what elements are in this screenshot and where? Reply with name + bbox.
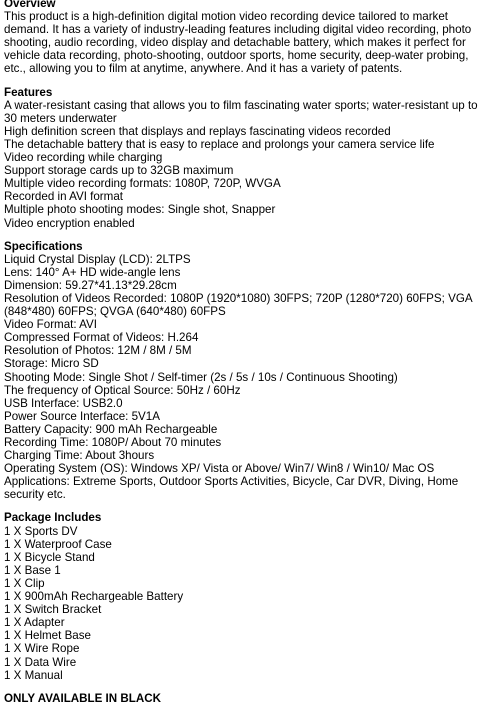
- spec-item: Shooting Mode: Single Shot / Self-timer (2s / 5s / 10s / Continuous Shooting): [4, 370, 398, 384]
- feature-item: Video encryption enabled: [4, 216, 135, 230]
- spec-item: Dimension: 59.27*41.13*29.28cm: [4, 278, 177, 292]
- feature-item: High definition screen that displays and replays fascinating videos recorded: [4, 124, 391, 138]
- features-list: [4, 99, 493, 230]
- spec-item: Storage: Micro SD: [4, 357, 99, 371]
- package-heading: Package Includes: [4, 511, 102, 525]
- color-availability-notice: ONLY AVAILABLE IN BLACK: [4, 691, 161, 705]
- spec-item: Resolution of Photos: 12M / 8M / 5M: [4, 344, 192, 358]
- feature-item: Video recording while charging: [4, 151, 163, 165]
- spec-item: Lens: 140° A+ HD wide-angle lens: [4, 265, 181, 279]
- section-gap: [4, 682, 493, 692]
- overview-text: This product is a high-definition digital motion video recording device tailored to market demand. It has a variety of industry-leading features including digital video recording, photo shooting, audio recording, video display and detachable battery, which makes it perfect for vehicle data recording, photo-shooting, outdoor sports, home security, deep-water probing, etc., allowing you to film at anytime, anywhere. And it has a variety of patents.: [4, 10, 472, 76]
- spec-item: Compressed Format of Videos: H.264: [4, 331, 199, 345]
- feature-item: The detachable battery that is easy to replace and prolongs your camera service life: [4, 137, 435, 151]
- spec-item: Liquid Crystal Display (LCD): 2LTPS: [4, 252, 191, 266]
- spec-item: Video Format: AVI: [4, 318, 98, 332]
- section-gap: [4, 230, 493, 240]
- specifications-list: [4, 253, 493, 502]
- package-item: 1 X Wire Rope: [4, 642, 80, 656]
- spec-item: Operating System (OS): Windows XP/ Vista or Above/ Win7/ Win8 / Win10/ Mac OS: [4, 462, 435, 476]
- package-item: 1 X Base 1: [4, 563, 61, 577]
- section-gap: [4, 76, 493, 86]
- spec-item: The frequency of Optical Source: 50Hz / 60Hz: [4, 383, 241, 397]
- package-item: 1 X Bicycle Stand: [4, 550, 95, 564]
- package-item: 1 X Sports DV: [4, 524, 78, 538]
- spec-item: Applications: Extreme Sports, Outdoor Sports Activities, Bicycle, Car DVR, Diving, Home security etc.: [4, 475, 459, 502]
- package-list: [4, 525, 493, 682]
- features-heading: Features: [4, 85, 53, 99]
- specifications-heading: Specifications: [4, 239, 83, 253]
- spec-item: USB Interface: USB2.0: [4, 396, 123, 410]
- package-item: 1 X Waterproof Case: [4, 537, 112, 551]
- feature-item: Multiple photo shooting modes: Single shot, Snapper: [4, 203, 276, 217]
- feature-item: Support storage cards up to 32GB maximum: [4, 164, 234, 178]
- spec-item: Battery Capacity: 900 mAh Rechargeable: [4, 422, 218, 436]
- package-item: 1 X Switch Bracket: [4, 603, 102, 617]
- spec-item: Charging Time: About 3hours: [4, 449, 155, 463]
- package-item: 1 X Clip: [4, 576, 45, 590]
- package-item: 1 X 900mAh Rechargeable Battery: [4, 590, 184, 604]
- overview-heading: Overview: [4, 0, 56, 10]
- package-item: 1 X Data Wire: [4, 655, 77, 669]
- spec-item: Power Source Interface: 5V1A: [4, 409, 160, 423]
- package-item: 1 X Helmet Base: [4, 629, 91, 643]
- feature-item: Recorded in AVI format: [4, 190, 123, 204]
- feature-item: Multiple video recording formats: 1080P, 720P, WVGA: [4, 177, 281, 191]
- spec-item: Recording Time: 1080P/ About 70 minutes: [4, 436, 222, 449]
- section-gap: [4, 501, 493, 511]
- package-item: 1 X Adapter: [4, 616, 65, 630]
- package-item: 1 X Manual: [4, 668, 63, 682]
- feature-item: A water-resistant casing that allows you to film fascinating water sports; water-resistant up to 30 meters underwater: [4, 98, 478, 125]
- spec-item: Resolution of Videos Recorded: 1080P (1920*1080) 30FPS; 720P (1280*720) 60FPS; VGA (848*480) 60FPS; QVGA (640*480) 60FPS: [4, 291, 472, 319]
